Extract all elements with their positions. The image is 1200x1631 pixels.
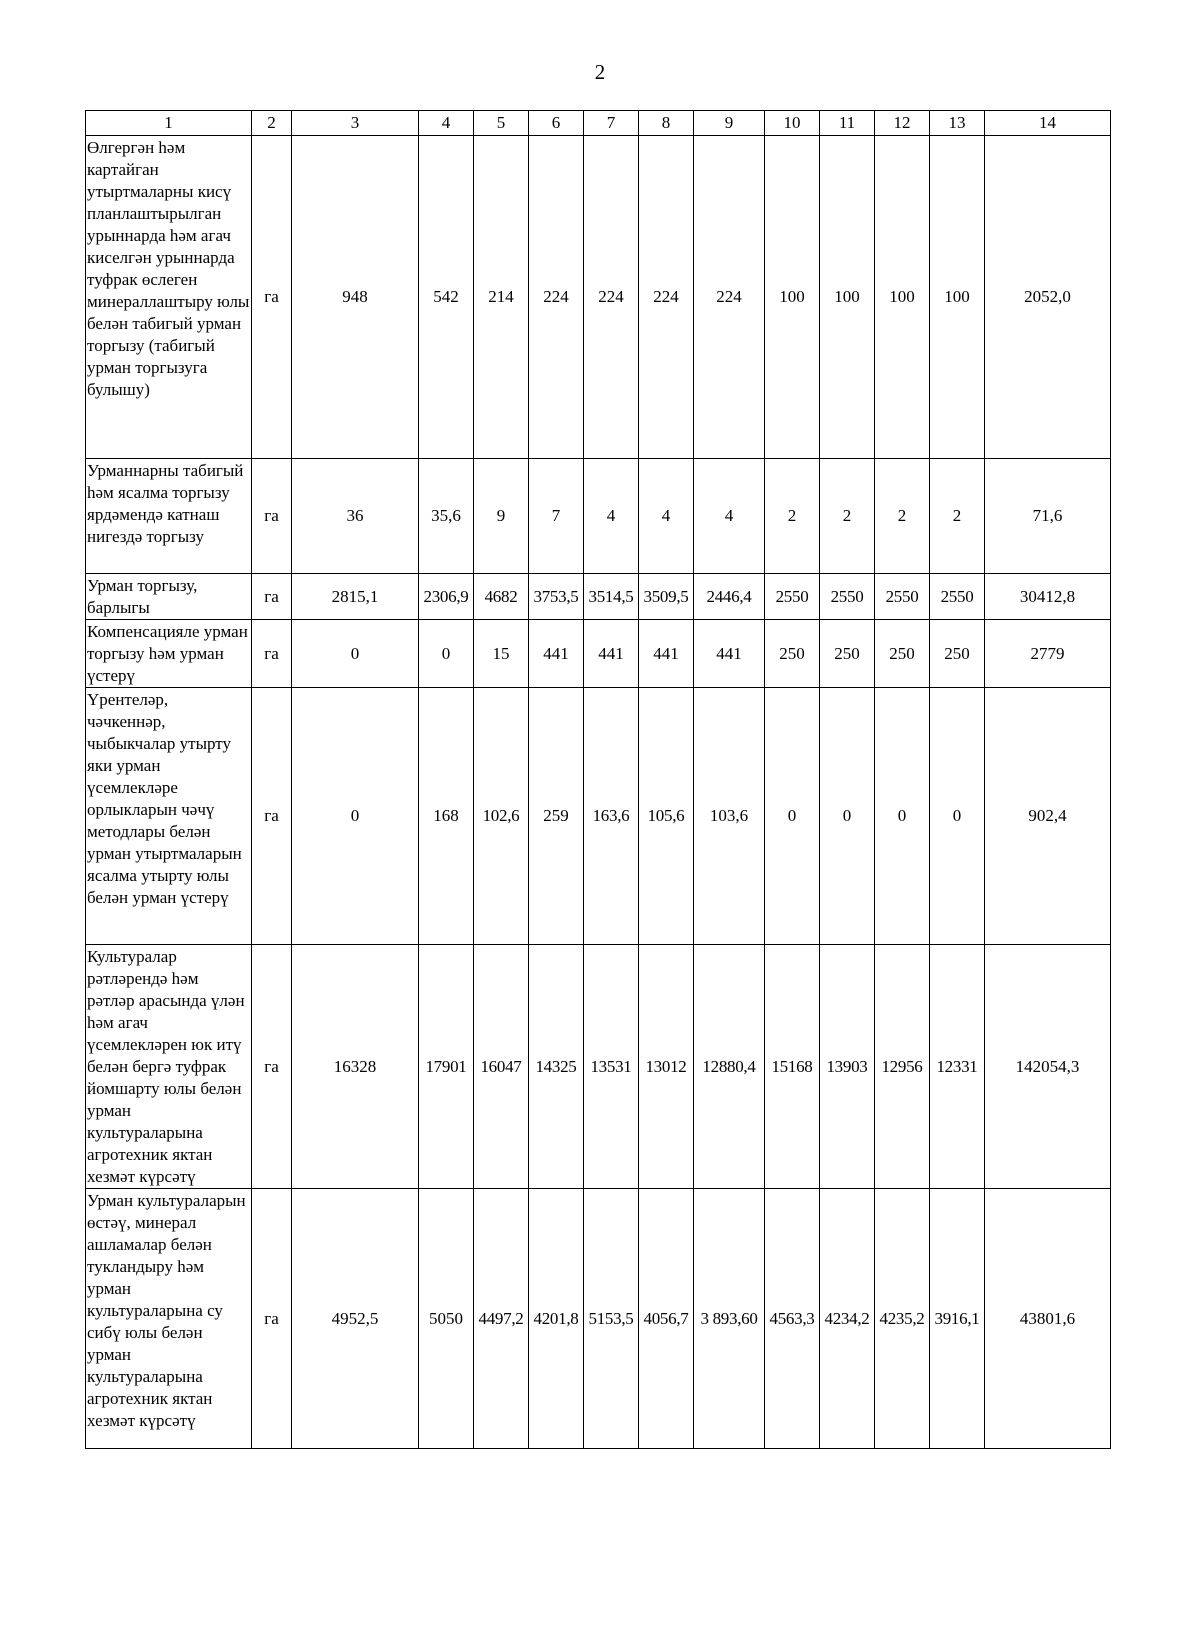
- cell-value: 100: [875, 136, 930, 459]
- cell-value: 12880,4: [694, 945, 765, 1189]
- cell-value: 0: [820, 688, 875, 945]
- cell-value: 3753,5: [529, 574, 584, 620]
- cell-value: 2052,0: [985, 136, 1111, 459]
- row-name: Өлгергән һәм картайган утыртмаларны кисү планлаштырылган урыннарда һәм агач киселгән урыннарда туфрак өслеген минераллаштыру юлы белән табигый урман торгызу (табигый урман торгызуга булышу): [86, 136, 252, 459]
- column-number: 4: [419, 111, 474, 136]
- cell-value: 224: [529, 136, 584, 459]
- cell-value: 2550: [875, 574, 930, 620]
- row-unit: га: [252, 688, 292, 945]
- cell-value: 441: [529, 620, 584, 688]
- cell-value: 36: [292, 459, 419, 574]
- cell-value: 2: [765, 459, 820, 574]
- column-number: 10: [765, 111, 820, 136]
- column-number: 11: [820, 111, 875, 136]
- cell-value: 3916,1: [930, 1189, 985, 1449]
- cell-value: 4952,5: [292, 1189, 419, 1449]
- column-number: 13: [930, 111, 985, 136]
- cell-value: 259: [529, 688, 584, 945]
- cell-value: 14325: [529, 945, 584, 1189]
- cell-value: 100: [820, 136, 875, 459]
- page-number: 2: [594, 60, 606, 84]
- column-number: 14: [985, 111, 1111, 136]
- column-number: 3: [292, 111, 419, 136]
- cell-value: 441: [694, 620, 765, 688]
- cell-value: 100: [765, 136, 820, 459]
- cell-value: 71,6: [985, 459, 1111, 574]
- cell-value: 7: [529, 459, 584, 574]
- cell-value: 2779: [985, 620, 1111, 688]
- cell-value: 2: [875, 459, 930, 574]
- cell-value: 13531: [584, 945, 639, 1189]
- row-name: Үрентеләр, чәчкеннәр, чыбыкчалар утырту яки урман үсемлекләре орлыкларын чәчү методлары белән урман утыртмаларын ясалма утырту юлы белән урман үстерү: [86, 688, 252, 945]
- cell-value: 2550: [930, 574, 985, 620]
- cell-value: 142054,3: [985, 945, 1111, 1189]
- cell-value: 4: [639, 459, 694, 574]
- cell-value: 224: [694, 136, 765, 459]
- row-unit: га: [252, 945, 292, 1189]
- cell-value: 0: [419, 620, 474, 688]
- cell-value: 250: [875, 620, 930, 688]
- cell-value: 0: [292, 688, 419, 945]
- cell-value: 4497,2: [474, 1189, 529, 1449]
- cell-value: 902,4: [985, 688, 1111, 945]
- cell-value: 0: [875, 688, 930, 945]
- cell-value: 102,6: [474, 688, 529, 945]
- row-name: Компенсацияле урман торгызу һәм урман үстерү: [86, 620, 252, 688]
- cell-value: 13903: [820, 945, 875, 1189]
- column-number: 8: [639, 111, 694, 136]
- row-unit: га: [252, 136, 292, 459]
- cell-value: 250: [765, 620, 820, 688]
- cell-value: 15: [474, 620, 529, 688]
- cell-value: 2306,9: [419, 574, 474, 620]
- row-name: Урманнарны табигый һәм ясалма торгызу ярдәмендә катнаш нигездә торгызу: [86, 459, 252, 574]
- cell-value: 105,6: [639, 688, 694, 945]
- row-name: Урман культураларын өстәү, минерал ашламалар белән тукландыру һәм урман культураларына су сибү юлы белән урман культураларына агротехник яктан хезмәт күрсәтү: [86, 1189, 252, 1449]
- cell-value: 4056,7: [639, 1189, 694, 1449]
- column-number: 5: [474, 111, 529, 136]
- cell-value: 35,6: [419, 459, 474, 574]
- cell-value: 214: [474, 136, 529, 459]
- row-unit: га: [252, 1189, 292, 1449]
- cell-value: 100: [930, 136, 985, 459]
- cell-value: 5153,5: [584, 1189, 639, 1449]
- cell-value: 224: [639, 136, 694, 459]
- cell-value: 163,6: [584, 688, 639, 945]
- cell-value: 4: [694, 459, 765, 574]
- cell-value: 16047: [474, 945, 529, 1189]
- cell-value: 4235,2: [875, 1189, 930, 1449]
- row-unit: га: [252, 574, 292, 620]
- cell-value: 0: [930, 688, 985, 945]
- table-row: [86, 1189, 1111, 1449]
- column-number: 2: [252, 111, 292, 136]
- cell-value: 441: [639, 620, 694, 688]
- column-number: 7: [584, 111, 639, 136]
- table-row: [86, 620, 1111, 688]
- cell-value: 2550: [765, 574, 820, 620]
- cell-value: 5050: [419, 1189, 474, 1449]
- cell-value: 2: [930, 459, 985, 574]
- column-number: 1: [86, 111, 252, 136]
- column-number: 6: [529, 111, 584, 136]
- cell-value: 2550: [820, 574, 875, 620]
- column-number-row: [86, 111, 1111, 136]
- cell-value: 948: [292, 136, 419, 459]
- row-unit: га: [252, 459, 292, 574]
- cell-value: 0: [292, 620, 419, 688]
- cell-value: 43801,6: [985, 1189, 1111, 1449]
- row-name: Культуралар рәтләрендә һәм рәтләр арасында үлән һәм агач үсемлекләрен юк итү белән бергә туфрак йомшарту юлы белән урман культураларына агротехник яктан хезмәт күрсәтү: [86, 945, 252, 1189]
- cell-value: 542: [419, 136, 474, 459]
- cell-value: 9: [474, 459, 529, 574]
- cell-value: 16328: [292, 945, 419, 1189]
- cell-value: 2815,1: [292, 574, 419, 620]
- table-row: [86, 688, 1111, 945]
- cell-value: 3514,5: [584, 574, 639, 620]
- cell-value: 12331: [930, 945, 985, 1189]
- cell-value: 4682: [474, 574, 529, 620]
- table-row: [86, 574, 1111, 620]
- table-row: [86, 459, 1111, 574]
- cell-value: 17901: [419, 945, 474, 1189]
- cell-value: 4234,2: [820, 1189, 875, 1449]
- cell-value: 4201,8: [529, 1189, 584, 1449]
- cell-value: 168: [419, 688, 474, 945]
- table-row: [86, 945, 1111, 1189]
- cell-value: 224: [584, 136, 639, 459]
- cell-value: 2446,4: [694, 574, 765, 620]
- cell-value: 3 893,60: [694, 1189, 765, 1449]
- cell-value: 0: [765, 688, 820, 945]
- forest-restoration-table: [85, 110, 1111, 1449]
- cell-value: 13012: [639, 945, 694, 1189]
- cell-value: 441: [584, 620, 639, 688]
- row-unit: га: [252, 620, 292, 688]
- cell-value: 12956: [875, 945, 930, 1189]
- table-row: [86, 136, 1111, 459]
- cell-value: 30412,8: [985, 574, 1111, 620]
- cell-value: 250: [820, 620, 875, 688]
- cell-value: 3509,5: [639, 574, 694, 620]
- column-number: 9: [694, 111, 765, 136]
- cell-value: 15168: [765, 945, 820, 1189]
- cell-value: 4: [584, 459, 639, 574]
- cell-value: 4563,3: [765, 1189, 820, 1449]
- row-name: Урман торгызу, барлыгы: [86, 574, 252, 620]
- column-number: 12: [875, 111, 930, 136]
- cell-value: 250: [930, 620, 985, 688]
- cell-value: 2: [820, 459, 875, 574]
- cell-value: 103,6: [694, 688, 765, 945]
